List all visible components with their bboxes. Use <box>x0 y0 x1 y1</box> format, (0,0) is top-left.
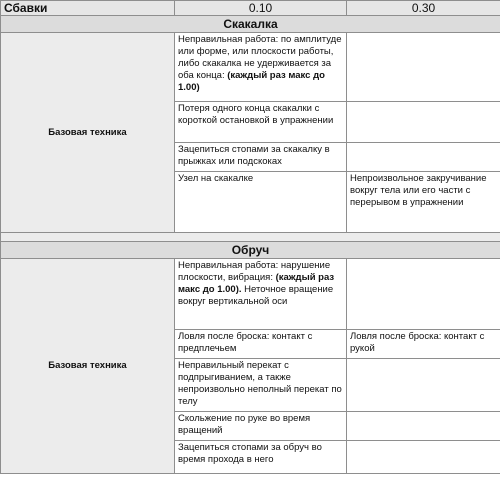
section-title-rope: Скакалка <box>1 16 500 33</box>
table-cell: Зацепиться стопами за скакалку в прыжках или подскоках <box>175 143 347 172</box>
table-row <box>1 33 500 102</box>
row-group-label: Базовая техника <box>1 259 175 474</box>
table-cell <box>347 33 500 102</box>
cell-text: Неточное вращение вокруг вертикальной оси <box>178 284 334 307</box>
table-cell: Зацепиться стопами за обруч во время прохода в него <box>175 441 347 474</box>
section-title-row <box>1 16 500 33</box>
table-cell <box>175 33 347 102</box>
table-cell: Непроизвольное закручивание вокруг тела или его части с перерывом в упражнении <box>347 172 500 233</box>
cell-text: Неправильная работа: нарушение плоскости, вибрация: <box>178 260 331 283</box>
table-cell <box>347 259 500 330</box>
table-header-row <box>1 1 500 16</box>
header-010: 0.10 <box>175 1 347 16</box>
spacer-cell <box>1 233 500 242</box>
table-cell <box>347 102 500 143</box>
cell-bold-text: (каждый раз макс до 1.00). <box>178 272 335 295</box>
table-cell: Ловля после броска: контакт с предплечьем <box>175 330 347 359</box>
table-row <box>1 259 500 330</box>
table-cell: Потеря одного конца скакалки с короткой остановкой в упражнении <box>175 102 347 143</box>
table-cell: Скольжение по руке во время вращений <box>175 412 347 441</box>
section-title-hoop: Обруч <box>1 242 500 259</box>
table-cell: Узел на скакалке <box>175 172 347 233</box>
section-title-row <box>1 242 500 259</box>
table-cell <box>347 143 500 172</box>
table-cell <box>347 441 500 474</box>
header-030: 0.30 <box>347 1 500 16</box>
table-cell <box>347 412 500 441</box>
spacer-row <box>1 233 500 242</box>
header-penalties: Сбавки <box>1 1 175 16</box>
cell-bold-text: (каждый раз макс до 1.00) <box>178 70 325 93</box>
row-group-label: Базовая техника <box>1 33 175 233</box>
table-cell <box>347 359 500 412</box>
cell-text: Неправильная работа: по амплитуде или форме, или плоскости работы, либо скакалка не удерживается за оба конца: <box>178 34 342 81</box>
table-cell <box>175 259 347 330</box>
table-cell: Неправильный перекат с подпрыгиванием, а также непроизвольно неполный перекат по телу <box>175 359 347 412</box>
table-cell: Ловля после броска: контакт с рукой <box>347 330 500 359</box>
